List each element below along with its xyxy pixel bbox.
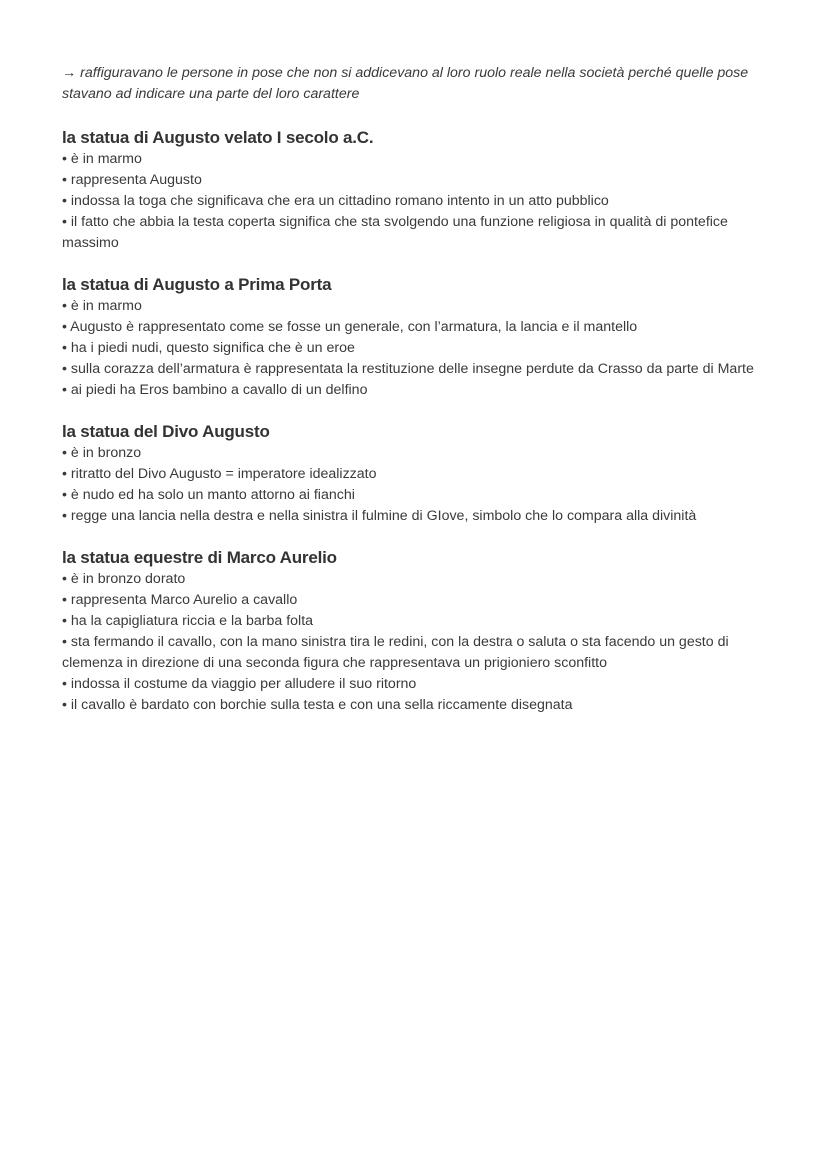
bullet-item: • il fatto che abbia la testa coperta significa che sta svolgendo una funzione religiosa in qualità di pontefice massimo xyxy=(62,214,728,251)
bullet-item: • Augusto è rappresentato come se fosse un generale, con l’armatura, la lancia e il mantello xyxy=(62,319,638,335)
bullet-item: • sulla corazza dell’armatura è rappresentata la restituzione delle insegne perdute da Crasso da parte di Marte xyxy=(62,361,754,377)
bullet-item: • sta fermando il cavallo, con la mano sinistra tira le redini, con la destra o saluta o sta facendo un gesto di clemenza in direzione di una seconda figura che rappresentava un prigioniero sconfitto xyxy=(62,634,729,671)
bullet-item: • rappresenta Augusto xyxy=(62,172,202,188)
bullet-item: • ai piedi ha Eros bambino a cavallo di un delfino xyxy=(62,382,368,398)
bullet-item: • è nudo ed ha solo un manto attorno ai fianchi xyxy=(62,487,355,503)
section-title: la statua di Augusto a Prima Porta xyxy=(62,275,332,294)
intro-paragraph: → raffiguravano le persone in pose che non si addicevano al loro ruolo reale nella società perché quelle pose stavano ad indicare una parte del loro carattere xyxy=(62,65,749,102)
bullet-item: • indossa il costume da viaggio per alludere il suo ritorno xyxy=(62,676,417,692)
bullet-item: • è in marmo xyxy=(62,298,142,314)
section-title: la statua del Divo Augusto xyxy=(62,422,270,441)
bullet-item: • ha i piedi nudi, questo significa che è un eroe xyxy=(62,340,355,356)
bullet-item: • regge una lancia nella destra e nella sinistra il fulmine di GIove, simbolo che lo compara alla divinità xyxy=(62,508,697,524)
bullet-item: • rappresenta Marco Aurelio a cavallo xyxy=(62,592,298,608)
bullet-item: • è in marmo xyxy=(62,151,142,167)
bullet-item: • indossa la toga che significava che era un cittadino romano intento in un atto pubblico xyxy=(62,193,609,209)
section-divo-augusto xyxy=(62,421,762,527)
bullet-item: • il cavallo è bardato con borchie sulla testa e con una sella riccamente disegnata xyxy=(62,697,573,713)
section-prima-porta xyxy=(62,274,762,401)
section-marco-aurelio xyxy=(62,547,762,716)
bullet-item: • è in bronzo dorato xyxy=(62,571,186,587)
document-page xyxy=(62,63,762,736)
bullet-item: • è in bronzo xyxy=(62,445,142,461)
bullet-item: • ha la capigliatura riccia e la barba folta xyxy=(62,613,314,629)
section-augusto-velato xyxy=(62,127,762,254)
section-title: la statua di Augusto velato I secolo a.C. xyxy=(62,128,374,147)
section-title: la statua equestre di Marco Aurelio xyxy=(62,548,337,567)
bullet-item: • ritratto del Divo Augusto = imperatore idealizzato xyxy=(62,466,377,482)
